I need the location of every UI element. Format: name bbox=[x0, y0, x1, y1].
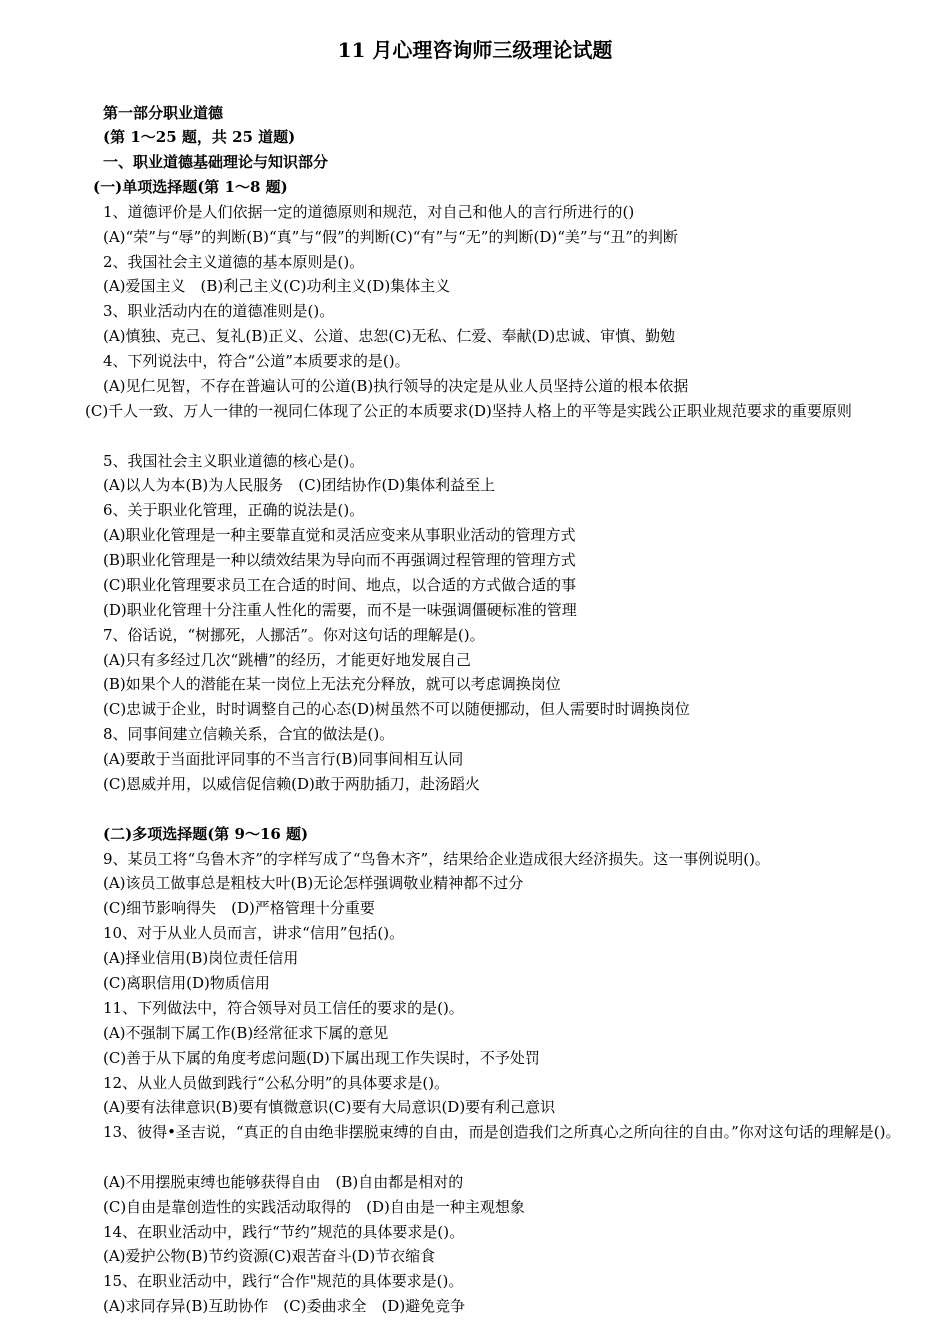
question-11-options-cd: (C)善于从下属的角度考虑问题(D)下属出现工作失误时，不予处罚 bbox=[103, 1049, 540, 1067]
question-11: 11、下列做法中，符合领导对员工信任的要求的是()。 bbox=[103, 999, 464, 1017]
question-14: 14、在职业活动中，践行“节约”规范的具体要求是()。 bbox=[103, 1223, 465, 1241]
question-5: 5、我国社会主义职业道德的核心是()。 bbox=[103, 452, 365, 470]
question-6-option-d: (D)职业化管理十分注重人性化的需要，而不是一味强调僵硬标准的管理 bbox=[103, 601, 577, 619]
part-heading: 第一部分职业道德 bbox=[103, 104, 224, 122]
question-6-option-a: (A)职业化管理是一种主要靠直觉和灵活应变来从事职业活动的管理方式 bbox=[103, 526, 576, 544]
question-9: 9、某员工将“乌鲁木齐”的字样写成了“鸟鲁木齐”，结果给企业造成很大经济损失。这一事例说明()。 bbox=[103, 850, 770, 868]
question-1: 1、道德评价是人们依据一定的道德原则和规范，对自己和他人的言行所进行的() bbox=[103, 203, 635, 221]
question-14-options: (A)爱护公物(B)节约资源(C)艰苦奋斗(D)节衣缩食 bbox=[103, 1247, 436, 1265]
question-3-options: (A)慎独、克己、复礼(B)正义、公道、忠恕(C)无私、仁爱、奉献(D)忠诚、审慎、勤勉 bbox=[103, 327, 676, 345]
question-6: 6、关于职业化管理，正确的说法是()。 bbox=[103, 501, 365, 519]
question-8: 8、同事间建立信赖关系，合宜的做法是()。 bbox=[103, 725, 395, 743]
question-15-options: (A)求同存异(B)互助协作 (C)委曲求全 (D)避免竞争 bbox=[103, 1297, 466, 1315]
question-7-option-b: (B)如果个人的潜能在某一岗位上无法充分释放，就可以考虑调换岗位 bbox=[103, 675, 561, 693]
question-10-options-ab: (A)择业信用(B)岗位责任信用 bbox=[103, 949, 299, 967]
question-5-options: (A)以人为本(B)为人民服务 (C)团结协作(D)集体利益至上 bbox=[103, 476, 496, 494]
question-2-options: (A)爱国主义 (B)利己主义(C)功利主义(D)集体主义 bbox=[103, 277, 451, 295]
question-7: 7、俗话说，“树挪死，人挪活”。你对这句话的理解是()。 bbox=[103, 626, 485, 644]
question-8-options-cd: (C)恩威并用，以威信促信赖(D)敢于两肋插刀，赴汤蹈火 bbox=[103, 775, 480, 793]
question-13-options-cd: (C)自由是靠创造性的实践活动取得的 (D)自由是一种主观想象 bbox=[103, 1198, 525, 1216]
question-15: 15、在职业活动中，践行“合作"规范的具体要求是()。 bbox=[103, 1272, 464, 1290]
question-8-options-ab: (A)要敢于当面批评同事的不当言行(B)同事间相互认同 bbox=[103, 750, 464, 768]
document-title: 11 月心理咨询师三级理论试题 bbox=[337, 38, 613, 62]
question-6-option-b: (B)职业化管理是一种以绩效结果为导向而不再强调过程管理的管理方式 bbox=[103, 551, 576, 569]
question-13-options-ab: (A)不用摆脱束缚也能够获得自由 (B)自由都是相对的 bbox=[103, 1173, 464, 1191]
question-10-options-cd: (C)离职信用(D)物质信用 bbox=[103, 974, 270, 992]
question-10: 10、对于从业人员而言，讲求“信用”包括()。 bbox=[103, 924, 405, 942]
question-9-options-ab: (A)该员工做事总是粗枝大叶(B)无论怎样强调敬业精神都不过分 bbox=[103, 874, 524, 892]
question-12: 12、从业人员做到践行“公私分明”的具体要求是()。 bbox=[103, 1074, 450, 1092]
question-7-option-a: (A)只有多经过几次“跳槽”的经历，才能更好地发展自己 bbox=[103, 651, 471, 669]
question-4-options-ab: (A)见仁见智，不存在普遍认可的公道(B)执行领导的决定是从业人员坚持公道的根本依据 bbox=[103, 377, 689, 395]
question-4: 4、下列说法中，符合“公道”本质要求的是()。 bbox=[103, 352, 410, 370]
question-6-option-c: (C)职业化管理要求员工在合适的时间、地点，以合适的方式做合适的事 bbox=[103, 576, 577, 594]
question-11-options-ab: (A)不强制下属工作(B)经常征求下属的意见 bbox=[103, 1024, 389, 1042]
question-3: 3、职业活动内在的道德准则是()。 bbox=[103, 302, 335, 320]
section-heading: 一、职业道德基础理论与知识部分 bbox=[103, 153, 329, 171]
single-choice-heading: (一)单项选择题(第 1～8 题) bbox=[93, 178, 288, 196]
question-4-options-cd: (C)千人一致、万人一律的一视同仁体现了公正的本质要求(D)坚持人格上的平等是实践公正职业规范要求的重要原则 bbox=[85, 402, 852, 420]
question-2: 2、我国社会主义道德的基本原则是()。 bbox=[103, 253, 365, 271]
question-7-options-cd: (C)忠诚于企业，时时调整自己的心态(D)树虽然不可以随便挪动，但人需要时时调换岗位 bbox=[103, 700, 690, 718]
question-9-options-cd: (C)细节影响得失 (D)严格管理十分重要 bbox=[103, 899, 375, 917]
question-13: 13、彼得•圣吉说，“真正的自由绝非摆脱束缚的自由，而是创造我们之所真心之所向往的自由。”你对这句话的理解是()。 bbox=[103, 1123, 901, 1141]
question-12-options: (A)要有法律意识(B)要有慎微意识(C)要有大局意识(D)要有利己意识 bbox=[103, 1098, 556, 1116]
question-1-options: (A)“荣”与“辱”的判断(B)“真”与“假”的判断(C)“有”与“无”的判断(D)“美”与“丑”的判断 bbox=[103, 228, 678, 246]
part-range: (第 1～25 题，共 25 道题) bbox=[103, 128, 296, 146]
multiple-choice-heading: (二)多项选择题(第 9～16 题) bbox=[103, 825, 309, 843]
